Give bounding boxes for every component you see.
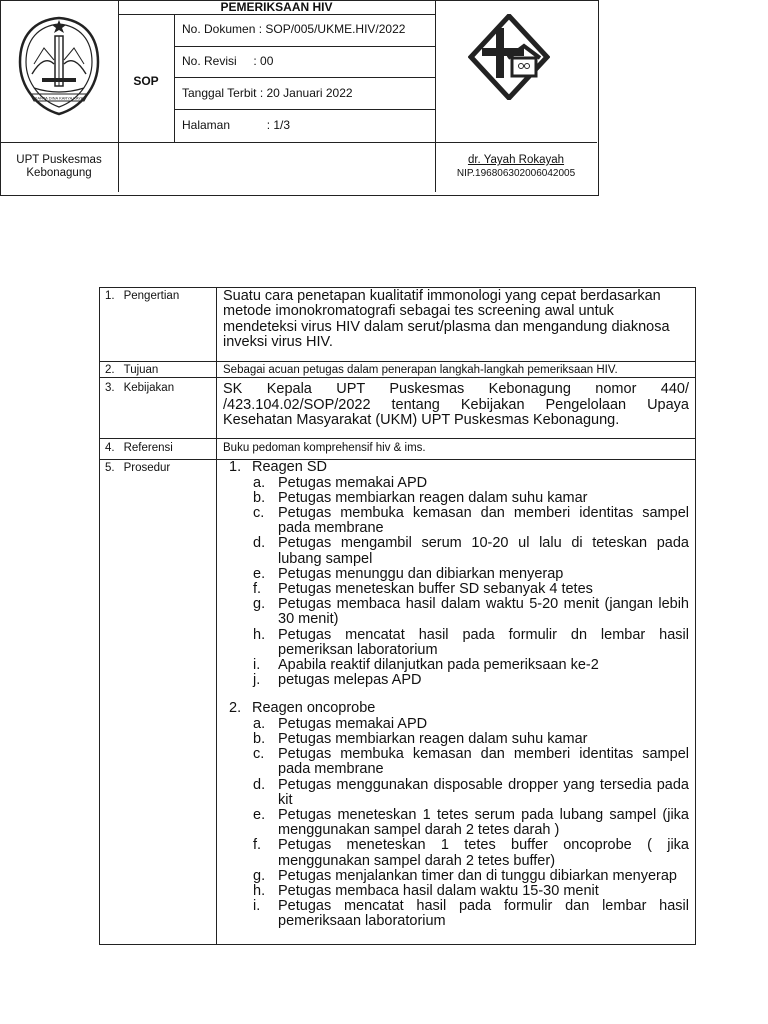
group1-step: c. Petugas membuka kemasan dan memberi identitas sampel pada membrane [253, 504, 689, 537]
section-label-kebijakan: 3. Kebijakan [105, 382, 175, 394]
signer-name: dr. Yayah Rokayah [467, 154, 565, 166]
procedure-group-reagen-sd: 1. Reagen SD [229, 459, 327, 475]
organization-name: UPT Puskesmas Kebonagung [16, 154, 102, 179]
group1-step: d. Petugas mengambil serum 10-20 ul lalu di teteskan pada lubang sampel [253, 535, 689, 567]
reagen-sd-steps [223, 476, 689, 689]
kebijakan-text: SK Kepala UPT Puskesmas Kebonagung nomor 440/ /423.104.02/SOP/2022 tentang Kebijakan Pengelolaan Upaya Kesehatan Masyarakat (UKM) UPT Puskesmas Kebonagung. [223, 381, 689, 428]
group1-step: e. Petugas menunggu dan dibiarkan menyerap [253, 565, 564, 582]
section-label-tujuan: 2. Tujuan [105, 364, 159, 376]
section-label-pengertian: 1. Pengertian [105, 290, 180, 302]
tujuan-text: Sebagai acuan petugas dalam penerapan langkah-langkah pemeriksaan HIV. [223, 364, 618, 376]
group1-step: h. Petugas mencatat hasil pada formulir dn lembar hasil pemeriksan laboratorium [253, 626, 689, 658]
signatory [435, 154, 597, 180]
svg-text:KARTA DINA KARYA KAYA: KARTA DINA KARYA KAYA [34, 95, 84, 101]
group1-step: j. petugas melepas APD [253, 672, 422, 689]
section-label-referensi: 4. Referensi [105, 442, 173, 454]
signer-nip: NIP.196806302006042005 [456, 168, 576, 179]
group1-step: g. Petugas membaca hasil dalam waktu 5-20 menit (jangan lebih 30 menit) [253, 596, 689, 628]
referensi-text: Buku pedoman komprehensif hiv & ims. [223, 442, 426, 454]
group2-step: g. Petugas menjalankan timer dan di tunggu dibiarkan menyerap [253, 867, 677, 884]
section-label-prosedur: 5. Prosedur [105, 462, 171, 474]
group1-step: b. Petugas membiarkan reagen dalam suhu kamar [253, 489, 588, 506]
group2-step: c. Petugas membuka kemasan dan memberi identitas sampel pada membrane [253, 746, 689, 778]
sop-label: SOP [133, 74, 159, 88]
group2-step: a. Petugas memakai APD [253, 715, 428, 732]
page-number: Halaman : 1/3 [182, 118, 291, 132]
group1-step: f. Petugas meneteskan buffer SD sebanyak 4 tetes [253, 580, 593, 597]
document-title: PEMERIKSAAN HIV [220, 0, 333, 14]
group2-step: h. Petugas membaca hasil dalam waktu 15-30 menit [253, 883, 599, 900]
group2-step: f. Petugas meneteskan 1 tetes buffer oncoprobe ( jika menggunakan sampel darah 2 tetes buffer) [253, 837, 689, 869]
sop-content-table [99, 287, 696, 945]
document-number: No. Dokumen : SOP/005/UKME.HIV/2022 [182, 22, 406, 36]
group2-step: b. Petugas membiarkan reagen dalam suhu kamar [253, 731, 588, 748]
sop-header-table [0, 0, 599, 196]
group1-step: i. Apabila reaktif dilanjutkan pada pemeriksaan ke-2 [253, 656, 599, 673]
regency-seal-logo [14, 14, 104, 118]
group2-step: i. Petugas mencatat hasil pada formulir dan lembar hasil pemeriksaan laboratorium [253, 898, 689, 930]
puskesmas-logo [468, 14, 550, 100]
revision-number: No. Revisi : 00 [182, 54, 274, 68]
issue-date: Tanggal Terbit : 20 Januari 2022 [182, 86, 353, 100]
prosedur-content [223, 460, 689, 930]
group1-step: a. Petugas memakai APD [253, 474, 428, 491]
procedure-group-reagen-oncoprobe: 2. Reagen oncoprobe [229, 700, 376, 717]
group2-step: d. Petugas menggunakan disposable dropper yang tersedia pada kit [253, 776, 689, 808]
reagen-oncoprobe-steps [223, 717, 689, 930]
group2-step: e. Petugas meneteskan 1 tetes serum pada lubang sampel (jika menggunakan sampel darah 2 tetes darah ) [253, 807, 689, 839]
pengertian-text: Suatu cara penetapan kualitatif immonologi yang cepat berdasarkan metode imonokromatografi sebagai tes screening awal untuk mendeteksi virus HIV dalam serut/plasma dan mengandung diaknosa inveksi virus HIV. [223, 288, 670, 350]
